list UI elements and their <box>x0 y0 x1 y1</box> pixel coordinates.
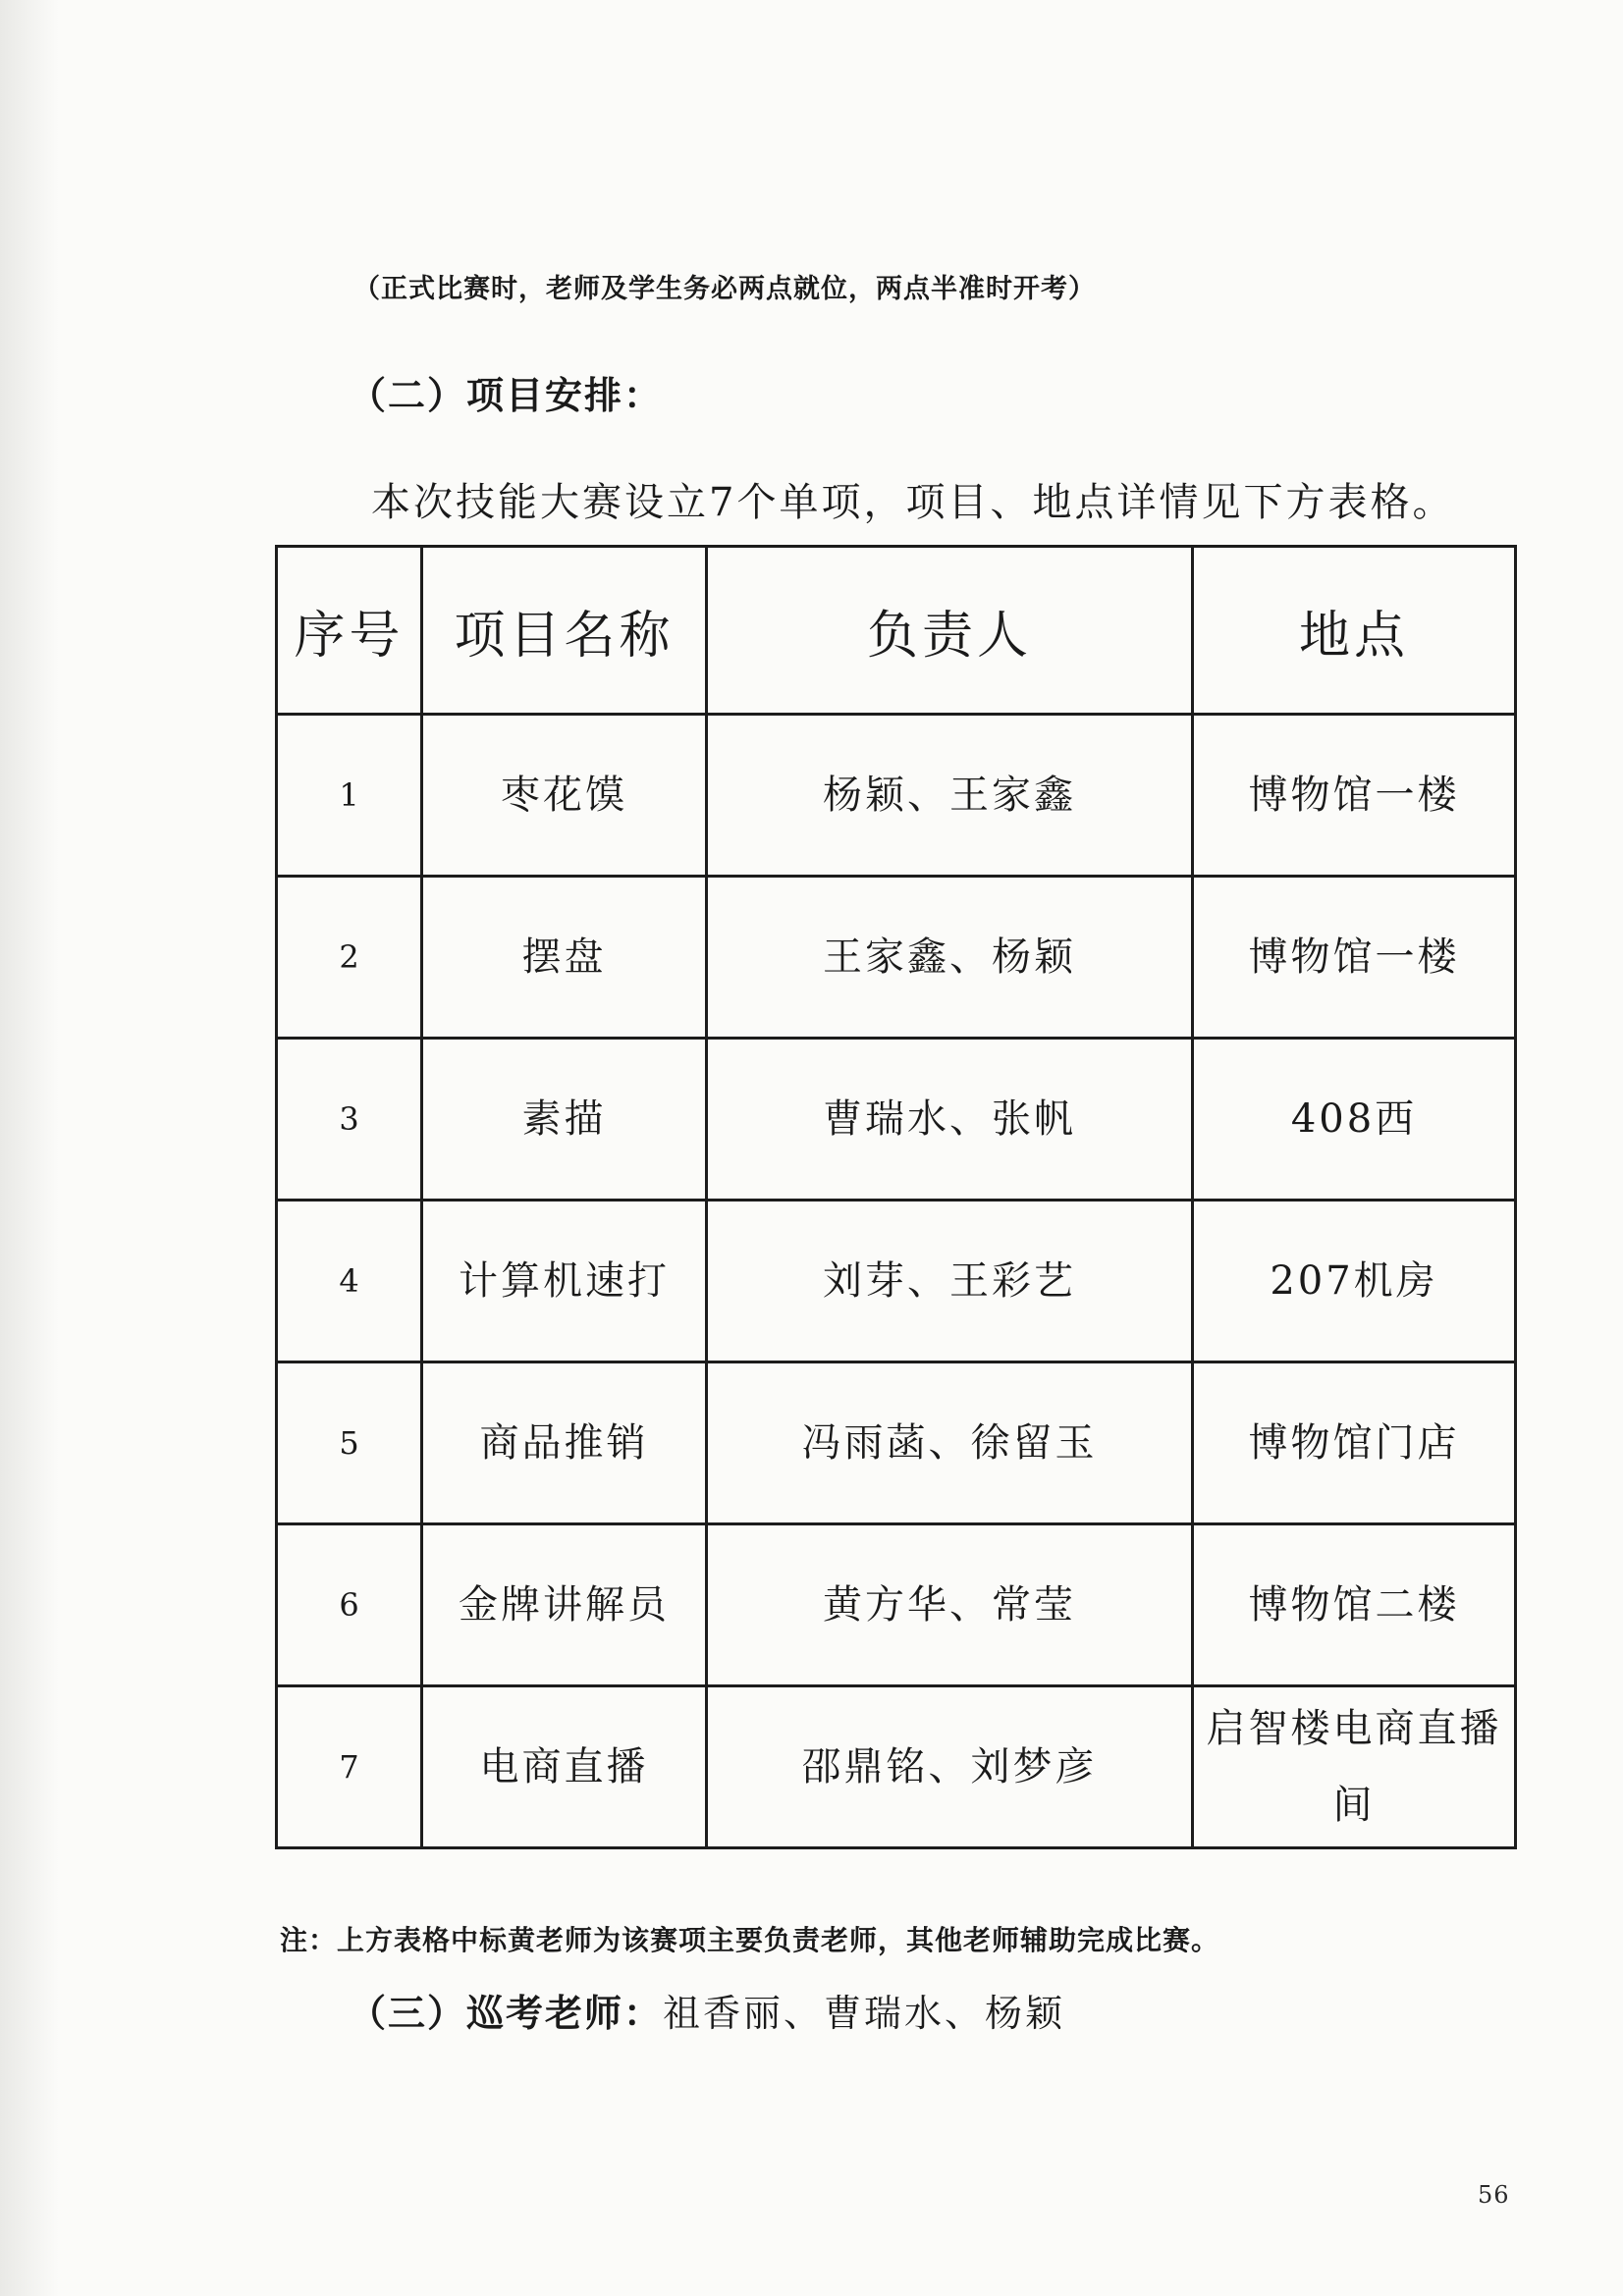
person-in-charge: 曹瑞水、张帆 <box>707 1039 1193 1201</box>
row-index: 2 <box>277 877 422 1039</box>
location: 207机房 <box>1193 1201 1516 1362</box>
location: 博物馆二楼 <box>1193 1524 1516 1686</box>
section-3-line <box>349 1983 1065 2037</box>
scan-edge-shadow <box>0 0 59 2296</box>
page-number: 56 <box>1478 2181 1510 2209</box>
project-name: 金牌讲解员 <box>422 1524 707 1686</box>
person-in-charge: 杨颖、王家鑫 <box>707 715 1193 877</box>
column-header-location: 地点 <box>1193 547 1516 715</box>
project-table <box>275 545 1517 1849</box>
person-in-charge: 王家鑫、杨颖 <box>707 877 1193 1039</box>
section-2-heading: （二）项目安排： <box>349 373 664 417</box>
column-header-person-in-charge: 负责人 <box>707 547 1193 715</box>
location: 启智楼电商直播间 <box>1193 1686 1516 1848</box>
project-name: 电商直播 <box>422 1686 707 1848</box>
table-header-row <box>277 547 1516 715</box>
table-footnote: 注：上方表格中标黄老师为该赛项主要负责老师，其他老师辅助完成比赛。 <box>280 1924 1220 1956</box>
table-row <box>277 1201 1516 1362</box>
row-index: 1 <box>277 715 422 877</box>
section-3-heading: （三）巡考老师： <box>349 1991 664 2035</box>
table-row <box>277 1524 1516 1686</box>
project-name: 摆盘 <box>422 877 707 1039</box>
person-in-charge: 刘芽、王彩艺 <box>707 1201 1193 1362</box>
project-name: 素描 <box>422 1039 707 1201</box>
table-row <box>277 1686 1516 1848</box>
column-header-project: 项目名称 <box>422 547 707 715</box>
row-index: 4 <box>277 1201 422 1362</box>
location: 博物馆门店 <box>1193 1362 1516 1524</box>
person-in-charge: 冯雨菡、徐留玉 <box>707 1362 1193 1524</box>
row-index: 3 <box>277 1039 422 1201</box>
row-index: 7 <box>277 1686 422 1848</box>
patrol-teachers: 祖香丽、曹瑞水、杨颖 <box>663 1992 1066 2035</box>
exam-time-notice: （正式比赛时，老师及学生务必两点就位，两点半准时开考） <box>353 274 1096 304</box>
table-row <box>277 1039 1516 1201</box>
person-in-charge: 黄方华、常莹 <box>707 1524 1193 1686</box>
project-name: 计算机速打 <box>422 1201 707 1362</box>
project-name: 枣花馍 <box>422 715 707 877</box>
table-row <box>277 1362 1516 1524</box>
location: 408西 <box>1193 1039 1516 1201</box>
table-row <box>277 877 1516 1039</box>
row-index: 5 <box>277 1362 422 1524</box>
person-in-charge: 邵鼎铭、刘梦彦 <box>707 1686 1193 1848</box>
column-header-index: 序号 <box>277 547 422 715</box>
project-name: 商品推销 <box>422 1362 707 1524</box>
table-row <box>277 715 1516 877</box>
location: 博物馆一楼 <box>1193 877 1516 1039</box>
location: 博物馆一楼 <box>1193 715 1516 877</box>
intro-paragraph: 本次技能大赛设立7个单项，项目、地点详情见下方表格。 <box>371 480 1455 525</box>
row-index: 6 <box>277 1524 422 1686</box>
